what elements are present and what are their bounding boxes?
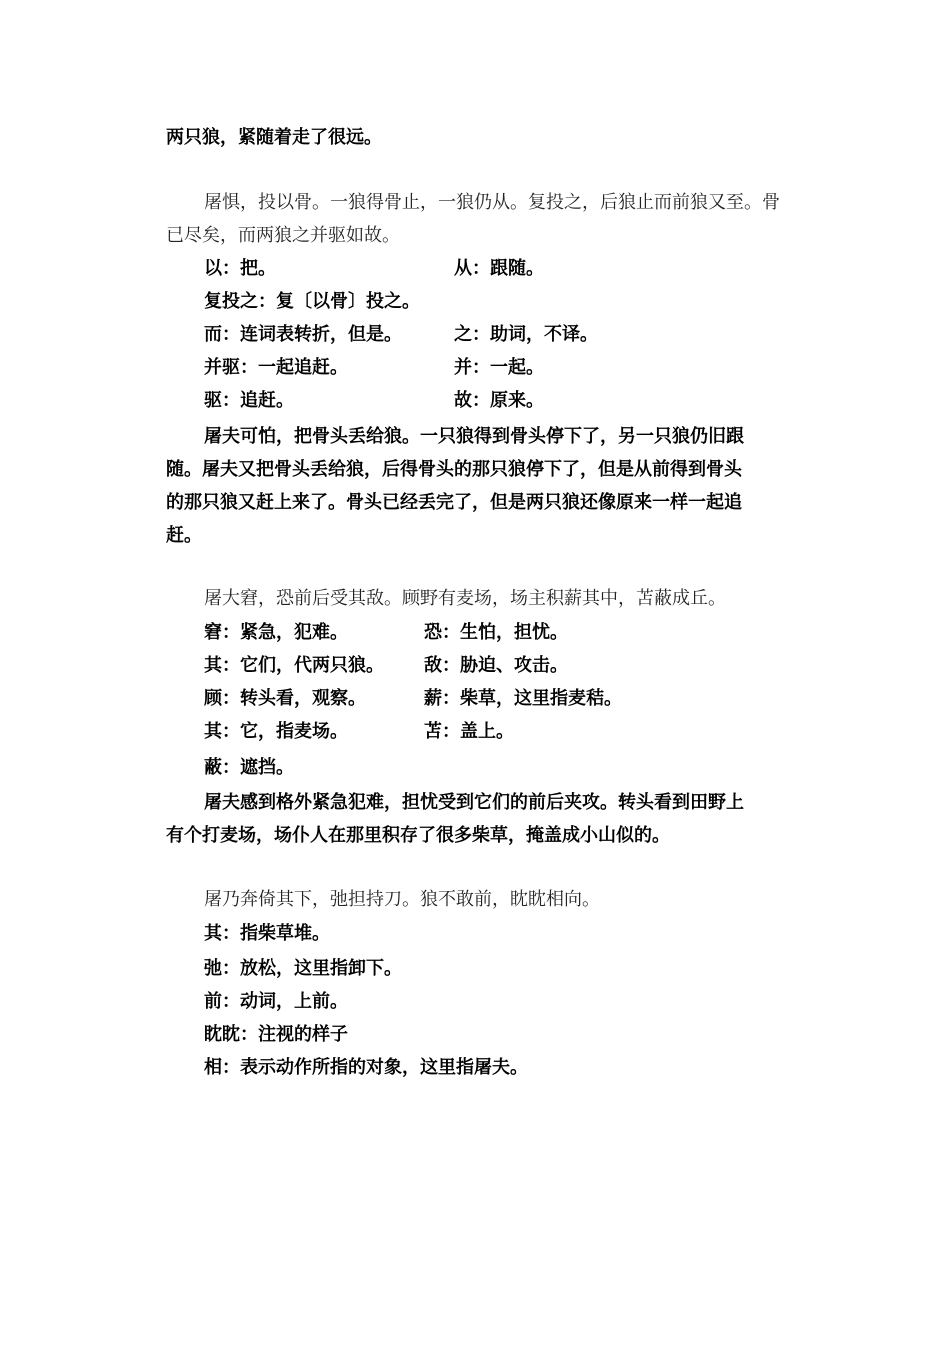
note-item: 其：它们，代两只狼。 [204, 655, 384, 676]
translation-line: 的那只狼又赶上来了。骨头已经丢完了，但是两只狼还像原来一样一起追 [166, 492, 742, 513]
note-item: 前：动词，上前。 [204, 991, 348, 1012]
note-item: 相：表示动作所指的对象，这里指屠夫。 [204, 1057, 528, 1078]
original-text-line: 屠大窘，恐前后受其敌。顾野有麦场，场主积薪其中，苫蔽成丘。 [204, 588, 726, 609]
note-item: 窘：紧急，犯难。 [204, 622, 348, 643]
translation-line: 屠夫感到格外紧急犯难，担忧受到它们的前后夹攻。转头看到田野上 [204, 792, 744, 813]
note-item: 并：一起。 [454, 357, 544, 378]
note-item: 恐：生怕，担忧。 [424, 622, 568, 643]
note-item: 并驱：一起追赶。 [204, 357, 348, 378]
translation-line: 赶。 [166, 525, 202, 546]
original-text-line: 屠惧，投以骨。一狼得骨止，一狼仍从。复投之，后狼止而前狼又至。骨 [204, 192, 780, 213]
original-text-line: 已尽矣，而两狼之并驱如故。 [166, 225, 400, 246]
note-item: 顾：转头看，观察。 [204, 688, 366, 709]
note-item: 眈眈：注视的样子 [204, 1024, 348, 1045]
note-item: 从：跟随。 [454, 258, 544, 279]
note-item: 驱：追赶。 [204, 390, 294, 411]
translation-line: 两只狼，紧随着走了很远。 [166, 127, 382, 148]
note-item: 敌：胁迫、攻击。 [424, 655, 568, 676]
note-item: 薪：柴草，这里指麦秸。 [424, 688, 622, 709]
note-item: 之：助词，不译。 [454, 324, 598, 345]
note-item: 其：指柴草堆。 [204, 923, 330, 944]
note-item: 复投之：复〔以骨〕投之。 [204, 291, 420, 312]
note-item: 而：连词表转折，但是。 [204, 324, 402, 345]
translation-line: 屠夫可怕，把骨头丢给狼。一只狼得到骨头停下了，另一只狼仍旧跟 [204, 426, 744, 447]
note-item: 苫：盖上。 [424, 721, 514, 742]
translation-line: 有个打麦场，场仆人在那里积存了很多柴草，掩盖成小山似的。 [166, 825, 670, 846]
note-item: 弛：放松，这里指卸下。 [204, 958, 402, 979]
note-item: 其：它，指麦场。 [204, 721, 348, 742]
note-item: 以：把。 [204, 258, 276, 279]
translation-line: 随。屠夫又把骨头丢给狼，后得骨头的那只狼停下了，但是从前得到骨头 [166, 459, 742, 480]
note-item: 故：原来。 [454, 390, 544, 411]
note-item: 蔽：遮挡。 [204, 757, 294, 778]
original-text-line: 屠乃奔倚其下，弛担持刀。狼不敢前，眈眈相向。 [204, 889, 600, 910]
